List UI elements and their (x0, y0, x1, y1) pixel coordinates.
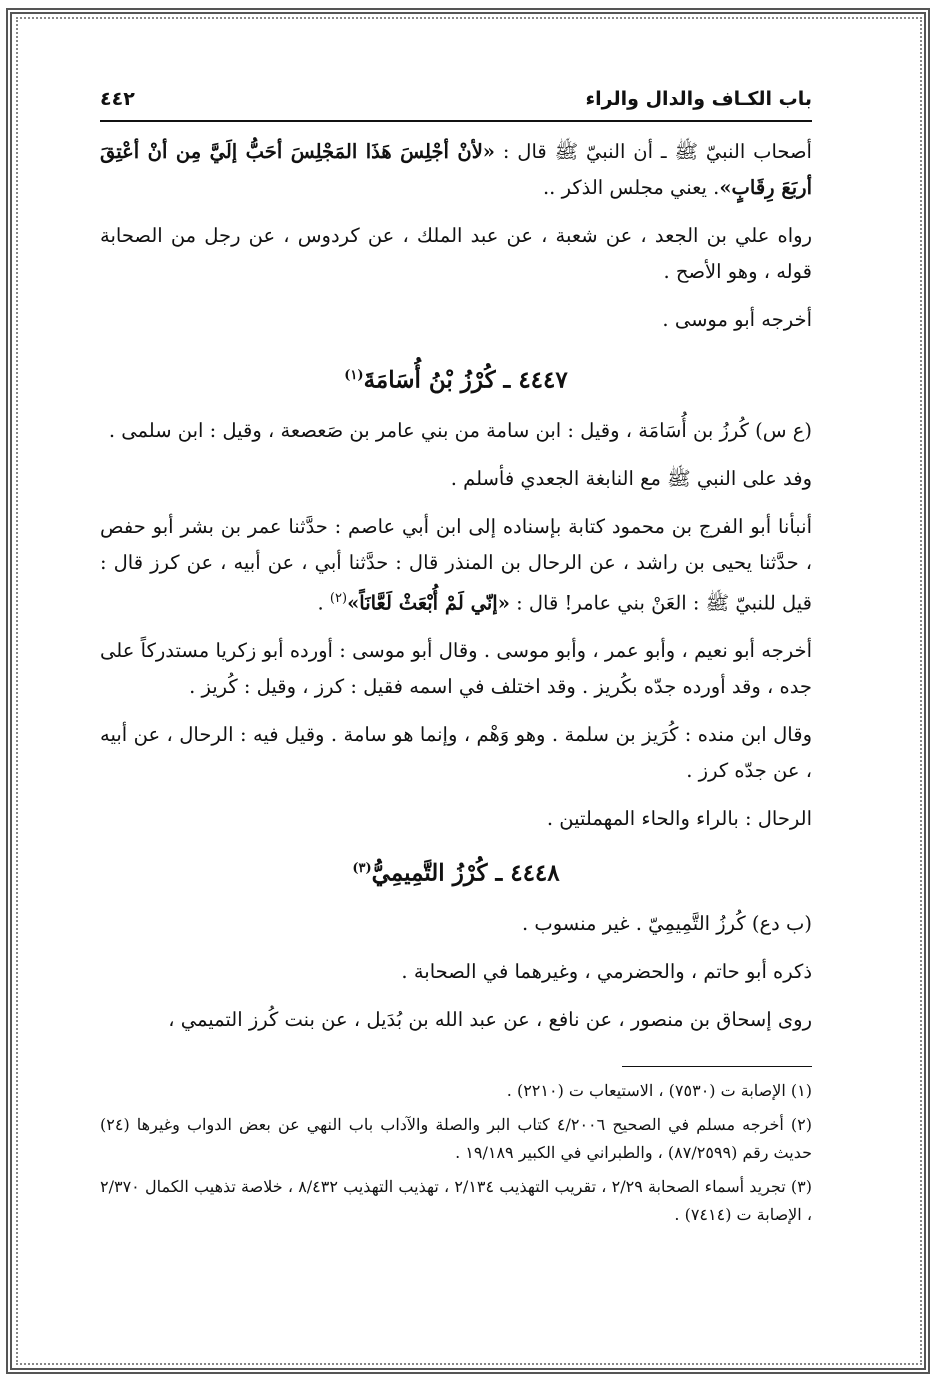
paragraph: وقال ابن منده : كُرَيز بن سلمة . وهو وَهْم ، وإنما هو سامة . وقيل فيه : الرحال ، عن أبيه ، عن جدّه كرز . (100, 723, 812, 783)
paragraph: (ع س) كُرزُ بن أُسَامَة ، وقيل : ابن سامة من بني عامر بن صَعصعة ، وقيل : ابن سلمى . (108, 418, 812, 442)
paragraph: (ب دع) كُرزُ التَّمِيمِيّ . غير منسوب . (521, 911, 812, 935)
paragraph-isnad: أنبأنا أبو الفرج بن محمود كتابة بإسناده إلى ابن أبي عاصم : حدَّثنا عمر بن بشر أبو حفص ، حدَّثنا يحيى بن راشد ، عن الرحال بن المنذر قال : حدَّثنا أبي ، عن أبيه ، عن كرز قال : قيل للنبيّ ﷺ : العَنْ بني عامر! قال : «إنّي لَمْ أُبْعَثْ لَعَّانَاً»$^{(٢)}$ . (100, 514, 812, 615)
paragraph: وفد على النبي ﷺ مع النابغة الجعدي فأسلم . (450, 466, 812, 490)
hadith-quote: «لأنْ أجْلِسَ هَذَا المَجْلِسَ أحَبُّ إلَيَّ مِن أنْ أعْتِقَ أربَعَ رِقَابٍ» (100, 140, 812, 199)
entry-heading-4448: ٤٤٤٨ ـ كُرْزُ التَّمِيمِيُّ$^{(٣)}$ (352, 859, 560, 887)
footnote-separator (622, 1066, 812, 1067)
paragraph: رواه علي بن الجعد ، عن شعبة ، عن عبد الملك ، عن كردوس ، عن رجل من الصحابة قوله ، وهو الأصح . (100, 224, 812, 283)
page-number: ٤٤٢ (100, 88, 135, 110)
footnote: (٢) أخرجه مسلم في الصحيح ٤/٢٠٠٦ كتاب البر والصلة والآداب باب النهي عن بعض الدواب وغيرها (٢٤) حديث رقم (٨٧/٢٥٩٩) ، والطبراني في الكبير ١٩/١٨٩ . (100, 1114, 812, 1162)
footnote-mark: (٢) (329, 590, 348, 606)
paragraph: أخرجه أبو موسى . (662, 308, 812, 331)
footnote-mark: (١) (344, 368, 364, 383)
running-header (100, 80, 812, 122)
page-content (100, 80, 812, 1235)
paragraph-hadith: أصحاب النبيّ ﷺ ـ أن النبيّ ﷺ قال : «لأنْ أجْلِسَ هَذَا المَجْلِسَ أحَبُّ إلَيَّ مِن أنْ أعْتِقَ أربَعَ رِقَابٍ». يعني مجلس الذكر .. (100, 140, 812, 199)
entry-heading-4447: ٤٤٤٧ ـ كُرْزُ بْنُ أُسَامَةَ$^{(١)}$ (344, 366, 568, 394)
footnote: (١) الإصابة ت (٧٥٣٠) ، الاستيعاب ت (٢٢١٠) . (506, 1080, 812, 1100)
paragraph: أخرجه أبو نعيم ، وأبو عمر ، وأبو موسى . وقال أبو موسى : أورده أبو زكريا مستدركاً على جده ، وقد أورده جدّه بكُريز . وقد اختلف في اسمه فقيل : كرز ، وقيل : كُريز . (100, 639, 812, 699)
paragraph: الرحال : بالراء والحاء المهملتين . (546, 807, 812, 831)
footnote: (٣) تجريد أسماء الصحابة ٢/٢٩ ، تقريب التهذيب ٢/١٣٤ ، تهذيب التهذيب ٨/٤٣٢ ، خلاصة تذهيب الكمال ٢/٣٧٠ ، الإصابة ت (٧٤١٤) . (100, 1176, 813, 1224)
paragraph: روى إسحاق بن منصور ، عن نافع ، عن عبد الله بن بُدَيل ، عن بنت كُرز التميمي ، (168, 1007, 812, 1031)
footnote-mark: (٣) (352, 861, 372, 877)
chapter-title: باب الكـاف والدال والراء (585, 88, 812, 110)
hadith-quote: «إنّي لَمْ أُبْعَثْ لَعَّانَاً» (347, 591, 510, 615)
paragraph: ذكره أبو حاتم ، والحضرمي ، وغيرهما في الصحابة . (401, 959, 812, 983)
